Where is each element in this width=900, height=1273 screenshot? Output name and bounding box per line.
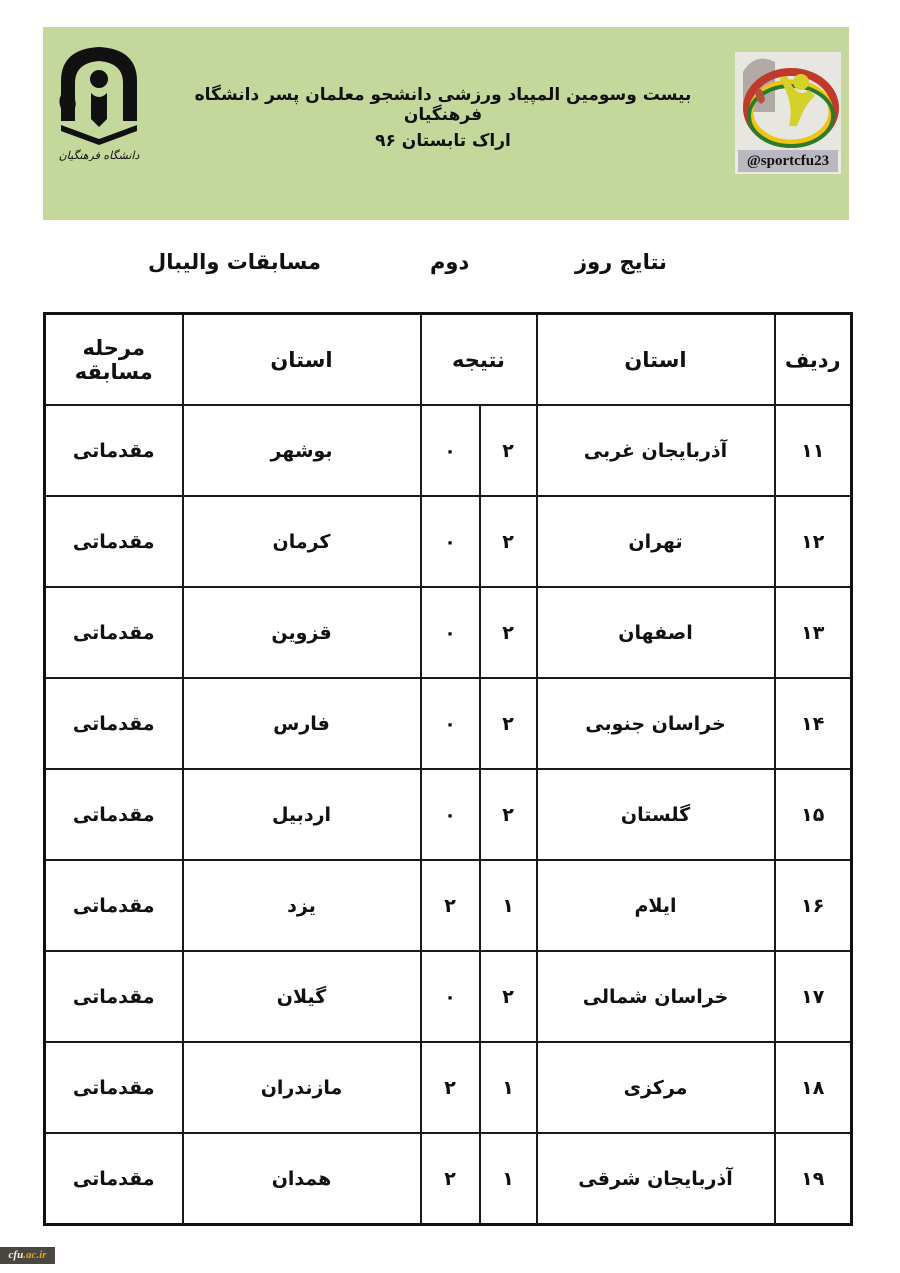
province-a-cell: ایلام: [537, 860, 775, 951]
stage-cell: مقدماتی: [45, 405, 183, 496]
row-number-cell: ۱۲: [775, 496, 852, 587]
table-row: [45, 951, 852, 1042]
score-b-cell: ۰: [421, 587, 480, 678]
header-row-no: ردیف: [775, 314, 852, 406]
score-a-cell: ۲: [480, 769, 537, 860]
score-a-cell: ۱: [480, 1133, 537, 1225]
row-number-cell: ۱۹: [775, 1133, 852, 1225]
score-b-cell: ۰: [421, 769, 480, 860]
header-province-b: استان: [183, 314, 421, 406]
score-a-cell: ۱: [480, 860, 537, 951]
province-a-cell: گلستان: [537, 769, 775, 860]
row-number-cell: ۱۷: [775, 951, 852, 1042]
province-b-cell: قزوین: [183, 587, 421, 678]
table-row: [45, 496, 852, 587]
header-banner: [43, 27, 849, 220]
stage-cell: مقدماتی: [45, 587, 183, 678]
stage-cell: مقدماتی: [45, 951, 183, 1042]
score-b-cell: ۲: [421, 860, 480, 951]
province-b-cell: اردبیل: [183, 769, 421, 860]
table-header-row: [45, 314, 852, 406]
score-b-cell: ۲: [421, 1133, 480, 1225]
score-b-cell: ۰: [421, 678, 480, 769]
stage-cell: مقدماتی: [45, 678, 183, 769]
score-a-cell: ۲: [480, 678, 537, 769]
sport-olympiad-logo-icon: [735, 52, 841, 174]
row-number-cell: ۱۶: [775, 860, 852, 951]
score-b-cell: ۰: [421, 496, 480, 587]
table-row: [45, 405, 852, 496]
header-result: نتیجه: [421, 314, 537, 406]
competition-label: مسابقات والیبال: [148, 250, 321, 274]
stage-cell: مقدماتی: [45, 1133, 183, 1225]
score-a-cell: ۲: [480, 587, 537, 678]
table-row: [45, 860, 852, 951]
score-a-cell: ۲: [480, 951, 537, 1042]
site-watermark: cfu.ac.ir: [0, 1247, 55, 1264]
province-a-cell: خراسان جنوبی: [537, 678, 775, 769]
header-stage: مرحله مسابقه: [45, 314, 183, 406]
stage-cell: مقدماتی: [45, 769, 183, 860]
table-row: [45, 587, 852, 678]
province-b-cell: یزد: [183, 860, 421, 951]
row-number-cell: ۱۴: [775, 678, 852, 769]
province-b-cell: فارس: [183, 678, 421, 769]
table-row: [45, 769, 852, 860]
row-number-cell: ۱۸: [775, 1042, 852, 1133]
province-a-cell: خراسان شمالی: [537, 951, 775, 1042]
province-b-cell: کرمان: [183, 496, 421, 587]
banner-subtitle: اراک تابستان ۹۶: [375, 131, 511, 151]
stage-cell: مقدماتی: [45, 496, 183, 587]
score-a-cell: ۲: [480, 496, 537, 587]
day-label: دوم: [430, 250, 470, 274]
province-a-cell: مرکزی: [537, 1042, 775, 1133]
province-a-cell: آذربایجان شرقی: [537, 1133, 775, 1225]
score-b-cell: ۰: [421, 405, 480, 496]
province-b-cell: همدان: [183, 1133, 421, 1225]
svg-text:دانشگاه فرهنگیان: دانشگاه فرهنگیان: [58, 149, 140, 161]
score-a-cell: ۱: [480, 1042, 537, 1133]
table-row: [45, 1133, 852, 1225]
results-label: نتایج روز: [575, 250, 667, 274]
province-a-cell: آذربایجان غربی: [537, 405, 775, 496]
province-b-cell: بوشهر: [183, 405, 421, 496]
results-table: [43, 312, 853, 1226]
province-a-cell: تهران: [537, 496, 775, 587]
row-number-cell: ۱۳: [775, 587, 852, 678]
banner-title: بیست وسومین المپیاد ورزشی دانشجو معلمان پسر دانشگاه فرهنگیان: [194, 85, 692, 125]
table-row: [45, 1042, 852, 1133]
stage-cell: مقدماتی: [45, 860, 183, 951]
row-number-cell: ۱۵: [775, 769, 852, 860]
table-row: [45, 678, 852, 769]
score-b-cell: ۲: [421, 1042, 480, 1133]
province-b-cell: گیلان: [183, 951, 421, 1042]
province-a-cell: اصفهان: [537, 587, 775, 678]
sport-handle-label: @sportcfu23: [738, 150, 838, 172]
stage-cell: مقدماتی: [45, 1042, 183, 1133]
header-province-a: استان: [537, 314, 775, 406]
farhangian-university-logo-icon: [51, 41, 147, 161]
score-b-cell: ۰: [421, 951, 480, 1042]
row-number-cell: ۱۱: [775, 405, 852, 496]
province-b-cell: مازندران: [183, 1042, 421, 1133]
score-a-cell: ۲: [480, 405, 537, 496]
